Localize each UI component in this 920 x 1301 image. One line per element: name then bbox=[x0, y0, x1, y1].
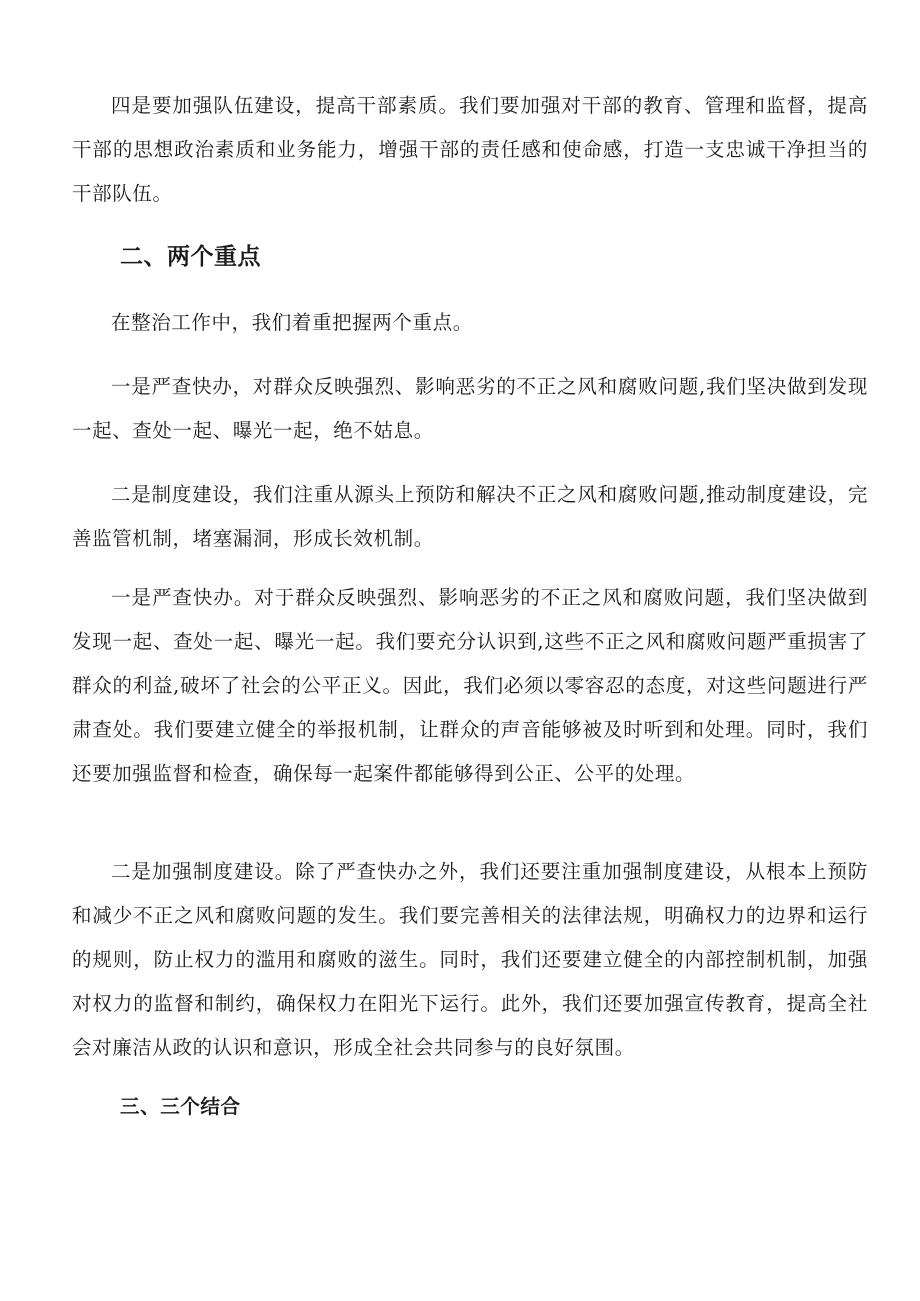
paragraph-system-building-detail: 二是加强制度建设。除了严查快办之外，我们还要注重加强制度建设，从根本上预防和减少不正之风和腐败问题的发生。我们要完善相关的法律法规，明确权力的边界和运行的规则，防止权力的滥用和腐败的滋生。同时，我们还要建立健全的内部控制机制，加强对权力的监督和制约，确保权力在阳光下运行。此外，我们还要加强宣传教育，提高全社会对廉洁从政的认识和意识，形成全社会共同参与的良好氛围。 bbox=[72, 860, 868, 1059]
paragraph-intro-two-focus: 在整治工作中，我们着重把握两个重点。 bbox=[111, 311, 473, 334]
paragraph-strict-investigation-detail: 一是严查快办。对于群众反映强烈、影响恶劣的不正之风和腐败问题，我们坚决做到发现一起、查处一起、曝光一起。我们要充分认识到,这些不正之风和腐败问题严重损害了群众的利益,破坏了社会的公平正义。因此，我们必须以零容忍的态度，对这些问题进行严肃查处。我们要建立健全的举报机制，让群众的声音能够被及时听到和处理。同时，我们还要加强监督和检查，确保每一起案件都能够得到公正、公平的处理。 bbox=[72, 586, 868, 785]
section-heading-three-combinations: 三、三个结合 bbox=[120, 1095, 241, 1118]
paragraph-system-building-summary: 二是制度建设，我们注重从源头上预防和解决不正之风和腐败问题,推动制度建设，完善监管机制，堵塞漏洞，形成长效机制。 bbox=[72, 483, 868, 550]
paragraph-team-building: 四是要加强队伍建设，提高干部素质。我们要加强对干部的教育、管理和监督，提高干部的思想政治素质和业务能力，增强干部的责任感和使命感，打造一支忠诚干净担当的干部队伍。 bbox=[72, 94, 868, 205]
paragraph-strict-investigation-summary: 一是严查快办，对群众反映强烈、影响恶劣的不正之风和腐败问题,我们坚决做到发现一起、查处一起、曝光一起，绝不姑息。 bbox=[72, 375, 868, 442]
section-heading-two-focus: 二、两个重点 bbox=[120, 244, 261, 270]
